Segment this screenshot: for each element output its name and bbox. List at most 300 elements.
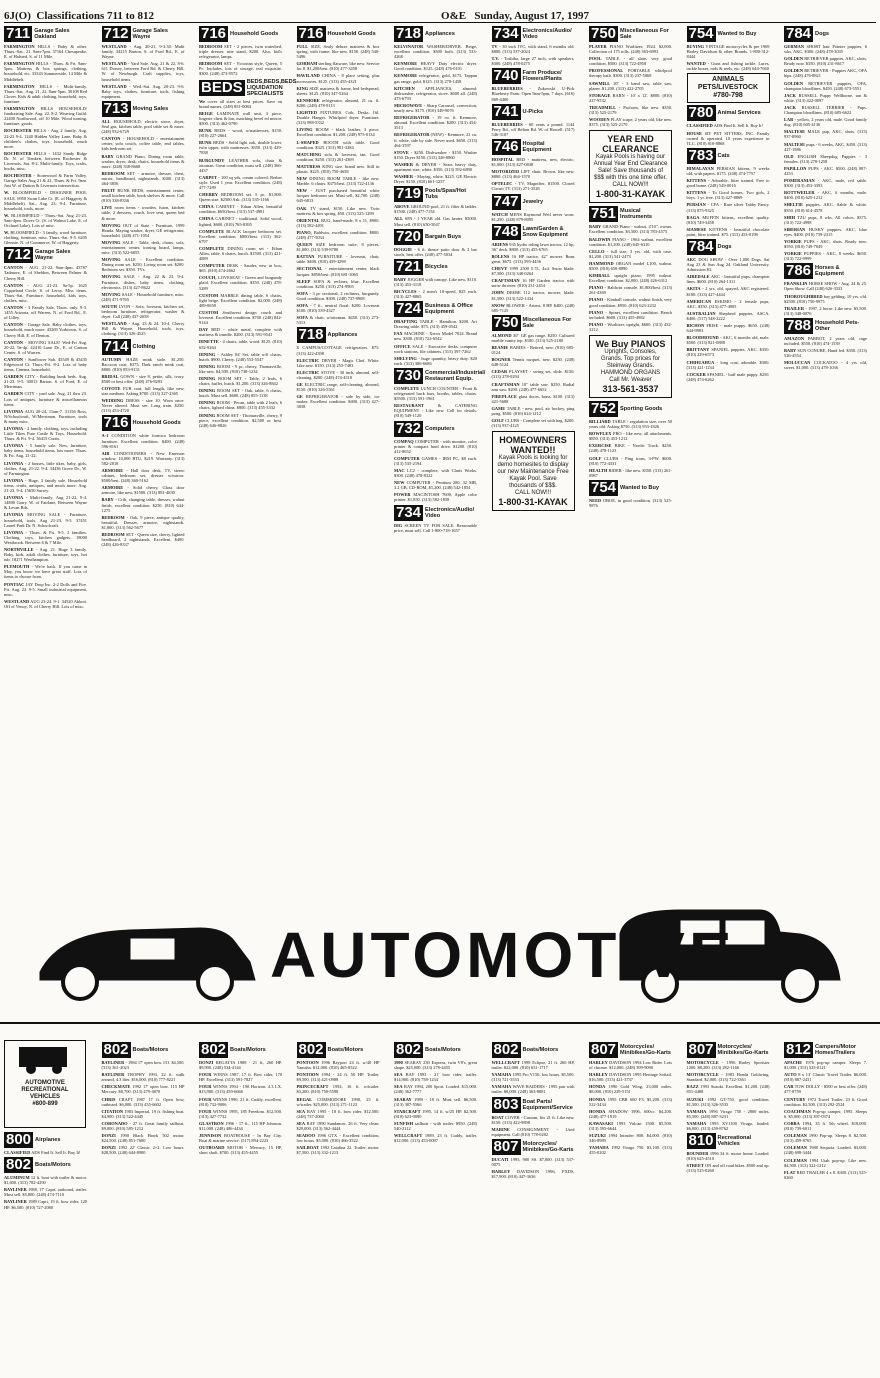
classified-ad: CLASSIFIED ADS Find It. Sell It. Buy It! — [4, 1150, 81, 1155]
classified-ad: WASHER & DRYER - Sears heavy duty, apartment size, white. $350. (313) 592-6890 — [394, 161, 477, 172]
section-title: Electronics/Audio/ Video — [425, 506, 475, 519]
classified-ad: FARMINGTON HILLS HOUSEHOLD/ fundraising Sale. Aug. 22, 8-2. Weaving Guild. 22400 Northwood, off 10 Mile. Wood turning, furniture, goods. — [4, 106, 87, 127]
classified-ad: BEDROOM SET - armoire, dresser, chest, mirror, headboard, nightstands. $300. (313) 464-3856 — [101, 170, 185, 186]
section-number: 807 — [493, 1137, 519, 1155]
classified-ad: POOL TABLE - all slate, very good condition. $500. (313) 722-4958 — [589, 56, 672, 67]
classified-ad: SAWMILL 10" - 3 band saw, table saw, planer. $1,200. (313) 422-2705 — [589, 80, 672, 91]
classified-ad: BABY GRAND Piano, Dining room table, washer, dryer, desk, chairs, household items & more. (248) 338-8668 — [101, 153, 185, 169]
section-title: Bargain Buys — [425, 233, 462, 240]
section-title: Moving Sales — [132, 105, 169, 112]
classified-ad: HAVILAND CHINA - 8 place setting, plus accessories. $125. (313) 455-4321 — [296, 73, 380, 84]
classified-column — [589, 1040, 672, 1374]
classified-ad: SHELTIE puppies. AKC. Sable & white. $350. (810) 614-4578 — [784, 202, 867, 213]
classified-ad: FRANKLIN HORSE SHOW - Aug. 24 & 25. Open Show. Call (248) 626-3333 — [784, 281, 867, 292]
classified-column — [687, 24, 770, 860]
classified-ad: COBRA 1994, 35 ft. 5th wheel. $18,000. (810) 739-6011 — [784, 1120, 867, 1132]
rv-icon — [15, 1041, 75, 1077]
classified-ad: REFRIGERATOR (NEW) - Kenmore, 21 cu. ft. white, side by side. Never used. $650. (313) 464-3597 — [394, 132, 477, 148]
section-title: Animal Services — [717, 110, 761, 117]
section-number: 802 — [6, 1156, 32, 1174]
classified-ad: WOODEN PLAY scape, 2 years old, like new. $375. (313) 525-2179 — [589, 117, 672, 128]
classified-ad: AKC DOG SHOW - Over 1,000 Dogs. Sat Aug 23 & Sun Aug 24. Oakland University. Admission $3. — [686, 256, 770, 273]
classified-ad: STARCRAFT 1995, 14 ft. w/25 HP. $2,500. (810) 623-0090 — [394, 1108, 477, 1119]
section-number: 752 — [591, 400, 617, 417]
classified-ad: REGAL COMMODORE 1990, 25 ft. w/trailer. $25,000. (313) 271-1123 — [296, 1096, 380, 1107]
classified-ad: HONDA 1990 Gold Wing, 23,000 miles. $8,000. (810) 229-5151 — [589, 1084, 672, 1095]
automotive-rv-logo: AUTOMOTIVE RECREATIONAL VEHICLES #800-899 — [4, 1040, 86, 1128]
classified-ad: COMPLETE BLACK lacquer bedroom set. Excellent condition. $800/best. (313) 362-6797 — [199, 228, 282, 244]
classified-ad: SEADOO 1996 GTX - Excellent condition, low hours. $5,000. (810) 466-3522 — [296, 1133, 380, 1144]
classified-ad: NORTHVILLE - Aug. 21. Huge 3 family. Baby, kids, adult clothes, furniture, toys, hot tub. 18271 Westhampton. — [4, 546, 87, 563]
classified-ad: DINING ROOM SET - Table, 2 leafs, 6 chairs, buffet, hutch. $1,200. (313) 326-8842 — [199, 375, 282, 387]
classified-ad: ALL HOUSEHOLD, electric stove, dryer, Seal gas, kitchen table, pool table set & more. (248) 932-6729 — [101, 118, 185, 135]
classified-ad: PIANO - Kimball console, walnut finish, very good condition. $950. (810) 623-2232 — [589, 297, 672, 308]
classified-ad: SIAMESE KITTENS - beautiful chocolate point, litter trained. $75. (313) 453-0198 — [686, 226, 770, 237]
classified-ad: JOHN DEERE 112 tractor, mower, blade. $1,500. (313) 522-1434 — [491, 290, 575, 301]
section-heading — [687, 239, 770, 255]
classified-ad: CITATION 1983 Imperial, 19 ft. fishing boat. $4,900. (313) 522-4445 — [101, 1108, 185, 1119]
classified-ad: GAME TABLE - new, pool, air hockey, ping pong. $500. (810) 624-1212 — [491, 405, 575, 417]
section-title: Motorcycles/ Minibikes/Go-Karts — [620, 1044, 672, 1056]
section-heading — [199, 26, 282, 42]
classified-ad: BLUEBERRIES - Zukowski U-Pick Blueberry Farm. Open 9am-5pm, 7 days. (616) 869-4400 — [491, 86, 575, 102]
classified-ad: W. BLOOMFIELD - DESIGNER POOL SALE. 6950 Swan Lake Ct. (E. of Haggerty & Middlebelt). Sat., Aug. 23, 9-4. Furniture, household, tools, more. — [4, 190, 87, 211]
section-number: 740 — [493, 67, 519, 85]
classified-ad: CHEVY 1999 2500 5.7L, 4x4. Snow blade. $7,500. (313) 348-0264 — [491, 266, 575, 277]
section-title: Household Goods — [132, 420, 181, 427]
section-heading — [492, 139, 575, 155]
section-heading — [297, 327, 380, 343]
section-number: 718 — [298, 326, 324, 344]
classified-ad: WESTLAND - Aug. 20-21, 9-3:30. Multi family. 34215 Barton, S. of Ford Rd., E. of Wayne. — [101, 44, 185, 60]
header-left: 6J(O) Classifications 711 to 812 — [4, 10, 155, 22]
classified-column — [784, 1040, 867, 1374]
section-title: Horses & Equipment — [815, 265, 844, 278]
classified-ad: EXERCISE BIKE - Nordic Track. $250. (248) 478-1123 — [589, 443, 672, 454]
classified-ad: YAMAHA WAVE RAIDERS - 1995 pair with trailer. $8,000. (248) 363-8881 — [491, 1084, 575, 1095]
display-ad-box: YEAR END CLEARANCE Kayak Pools is having our Annual Year End Clearance Sale! Save thousands of $$$ with this one time offer. CALL NOW!!! 1-800-31-KAYAK — [589, 130, 672, 203]
classified-ad: BEDROOM SET - Victorian style, Queen, 5 Pc. Includes, lots of storage, real exquisite. $300. (248) 473-9572 — [199, 61, 282, 77]
section-title: Boats/Motors — [35, 1162, 71, 1169]
classified-ad: WELLCRAFT 1989, 23 ft. Cuddy, trailer. $12,000. (313) 453-0097 — [394, 1133, 477, 1144]
classified-ad: ARMOIRE - Hall door desk, TV, stereo cabinet, bedroom set, dresser w/mirror. $500/best. (248) 360-5162 — [101, 468, 185, 484]
classified-ad: YORKIE PUPPIES - AKC, 8 weeks. $650. (313) 722-9999 — [784, 251, 867, 262]
section-heading — [297, 26, 380, 42]
classified-ad: ARIENS 935 hydro riding lawn tractor, 12 hp, 36" deck. $800. (313) 455-6765 — [491, 241, 575, 252]
section-heading — [492, 1139, 575, 1155]
section-number: 802 — [493, 1041, 519, 1058]
classified-ad: CANTON - AUG. 21-22, 9am-4pm. 43787 Tadmore, E. of Sheldon, Between Palmer & Cherry Hill. — [4, 265, 87, 281]
classified-ad: TREADMILL - Proform, like new. $350. (313) 525-2179 — [589, 104, 672, 116]
classified-ad: HAMMOND ORGAN model L100, walnut. $500. (810) 650-8890 — [589, 260, 672, 271]
section-title: Dogs — [717, 243, 732, 250]
classified-ad: HONDA 1995 CBR 600 F3. $5,200. (313) 522-3434 — [589, 1096, 672, 1107]
classified-ad: LIGHTED FIXTURES. Crib, Desks. Oil. Double Hanger. Whirlpool dryer. Furniture. (313) 988-5332 — [296, 110, 380, 126]
section-heading — [687, 105, 770, 121]
classified-ad: KAWASAKI 1993 Vulcan 1500. $5,500. (313) 595-6644 — [589, 1120, 672, 1132]
section-title: Garage Sales Wayne — [35, 249, 71, 262]
animals-pets-logo: ANIMALS PETS/LIVESTOCK #780-798 — [687, 73, 770, 103]
classified-ad: PONTOON 1994 - 24 ft. 50 HP. Trailer. $9,500. (313) 421-0988 — [296, 1072, 380, 1083]
section-title: Campers/Motor Homes/Trailers — [815, 1044, 857, 1056]
classified-ad: DONZI 1992 22' Classic 2+2. Low hours. $28,500. (248) 644-8900 — [101, 1145, 185, 1156]
classified-ad: AUTUMN HAZE mink stole. $1,250. Raccoon coat, $375. Dark ranch mink coat, $800. (810) 853-9131 — [101, 356, 185, 372]
classified-ad: BAYLINER - 1984 17' open bow. I/O. $4,500. (313) 361-2023 — [101, 1060, 185, 1071]
classified-ad: ROTTWEILER - AKC, 6 months, male. $400. (810) 625-1212 — [784, 190, 867, 201]
classified-ad: SECTIONAL - entertainment center, black lacquer. $850/best. (810) 681-3065 — [296, 266, 380, 277]
classified-ad: GOLF CLUBS - Ping irons, 3-PW. $600. (810) 772-4331 — [589, 455, 672, 466]
classified-ad: BLOODHOUND - AKC, 6 months old, male. $500. (313) 821-0888 — [686, 335, 770, 346]
section-number: 802 — [103, 1041, 129, 1058]
classified-ad: CANTON - AUG 21-23. 9a-5p. 1625 Coppeland Circle, S. of Leroy. Misc items. Thurs.-Sat. Furniture, household, kids toys, clothes, misc. — [4, 282, 87, 303]
classified-ad: BICYCLES - 2 men's 10-speed, $25 each. (313) 427-8865 — [394, 289, 477, 300]
classified-ad: BABY GRAND Piano - walnut, 4'10", owner. Excellent condition. $3,500. (313) 783-4575 — [589, 224, 672, 235]
classified-ad: AUTO 8 x 13' Classic Travel Trailer. $6,000. (810) 887-2431 — [784, 1072, 867, 1083]
classified-ad: FOUR WINNS 1994 - 190 Horizon. 4.3 LX. $13,900. (313) 459-6666 — [199, 1084, 282, 1095]
classified-ad: KENMORE refrigerator, almond, 21 cu. ft. $200. (248) 478-9113 — [296, 97, 380, 108]
section-title: Household Pets- Other — [815, 319, 860, 332]
classified-ad: LIVONIA - 2 family. clothing, toys, including Little Tikes Pure Castle & Toys. Household. Thurs. & Fri. 9-4. 36415 Curtis. — [4, 426, 87, 442]
classified-ad: DINING ROOM - Pecan, table with 2 leafs, 6 chairs, lighted china. $800. (313) 455-3332 — [199, 400, 282, 411]
classified-ad: DINING - Ashley 84' Set, table w/6 chairs, hutch. $900. Cherry. (248) 553-5547 — [199, 351, 282, 362]
classified-ad: A-1 CONDITION white formica bedroom furniture. Excellent condition. $400. (248) 596-8161 — [101, 433, 185, 449]
classified-ad: ALMOND 30" GE gas range, $250. Cultured marble vanity top. $100. (313) 525-2180 — [491, 332, 575, 343]
section-number: 721 — [396, 257, 422, 275]
section-title: Miscellaneous For Sale — [522, 316, 572, 329]
classified-ad: RESTAURANT & CATERING EQUIPMENT - Like new. Call for details. (810) 549-1120 — [394, 403, 477, 419]
section-heading — [589, 206, 672, 222]
section-title: Recreational Vehicles — [717, 1135, 752, 1148]
classified-ad: BUNK BEDS - wood, w/mattresses, $150. (810) 227-2664 — [199, 128, 282, 139]
classified-ad: BEIGE LAMINATE wall unit, 3 piece, lingerie chest & bar, matching bevel ed mirror. $500. (313) 462-0790 — [199, 110, 282, 126]
classified-ad: BEANIE BABIES - Retired, new. (810) 685-0124 — [491, 345, 575, 356]
classified-ad: SIBERIAN HUSKY puppies. AKC, blue eyes. $400. (810) 739-2315 — [784, 226, 867, 237]
classified-ad: FULL SIZE, Sealy deluxe mattress & box spring, with frame, like new. $150. (248) 540-5496 — [296, 44, 380, 60]
classified-ad: CRAFTSMAN 16 HP Garden tractor with snow thrower. (810) 231-2454 — [491, 278, 575, 289]
section-heading — [394, 366, 486, 384]
classified-ad: YORKIE PUPS - AKC, shots. Ready now. $550. (810) 749-7049 — [784, 239, 867, 250]
classified-ad: FIREPLACE glass doors, brass. $100. (313) 421-5688 — [491, 393, 575, 404]
section-title: Electronics/Audio/ Video — [522, 28, 572, 40]
classified-column — [297, 1040, 380, 1374]
classified-ad: REFRIGERATOR - 19 cu. ft. Kenmore, almond. Excellent condition. $200. (313) 454-3513 — [394, 115, 477, 131]
classified-ad: AMAZON PARROT, 2 years old, cage included. $550. (810) 474-1539 — [784, 335, 867, 347]
section-number: 784 — [786, 25, 812, 42]
classified-ad: PAPILLON PUPS - AKC. $500. (248) 887-4253 — [784, 165, 867, 176]
classified-ad: BICHON FRISE - male puppy. $650. (248) 644-9983 — [686, 323, 770, 334]
section-heading — [4, 1132, 87, 1148]
section-heading — [492, 224, 575, 240]
section-title: Boat Parts/ Equipment/Service — [522, 1098, 573, 1111]
classified-ad: BAYLINER 1988, 17' Capri, outboard, trailer. Must sell. $5,800. (248) 474-7110 — [4, 1187, 87, 1198]
classified-ad: NEW DINING ROOM TABLE - like new. Marble. 6 chairs. $375/best. (313) 722-4136 — [296, 176, 380, 187]
classified-ad: KITTENS - Adorable, litter trained. Free to good home. (248) 549-0016 — [686, 178, 770, 189]
classified-ad: DONZI REGATTA 1988 - 21 ft., 260 HP. $9,900. (248) 534-4144 — [199, 1060, 282, 1071]
classified-ad: ELECTRIC DRYER - Magic Chef, White. Like new. $150. (313) 255-7483 — [296, 357, 380, 368]
section-heading — [589, 1042, 672, 1058]
section-title: Clothing — [132, 343, 156, 350]
classified-ad: OFFICE SALE - Executive desks, computer work stations, file cabinets. (313) 397-7262 — [394, 343, 477, 354]
classified-ad: LAB - yellow, 2 years old, male. Good family dog. (810) 605-4136 — [784, 117, 867, 128]
classified-ad: DOGGIE - 6 ft. theme patio door & 2 bar stools, best offer. (248) 477-5034 — [394, 246, 477, 257]
classified-ad: COMPUTER GAMES - IBM PC, $8 each. (313) 535-2194 — [394, 455, 477, 466]
section-title: Garage Sales Oakland — [34, 28, 70, 40]
section-number: 784 — [688, 237, 714, 255]
classified-column — [784, 24, 867, 860]
classified-ad: HEALTH RIDER - like new. $350. (313) 261-0987 — [589, 467, 672, 478]
classified-ad: WESTLAND - Yard Sale. Aug. 21 & 22, 8-6. 611 Dorsey, between Ford Rd. & Cherry Hill, W. of Newburgh. Craft supplies, toys, household items. — [101, 61, 185, 82]
classified-ad: FARMINGTON HILLS - Multi-family. Thurs.-Sat., Aug. 21, 22. 8am-5pm. 30108 Red Clover. Kids & adult clothing, household, toys, furniture. — [4, 83, 87, 104]
classified-ad: LIVONIA MOVING SALE - Furniture, household, tools. Aug 21-23, 9-5. 37451 Laurel Park Dr. N. Schoolcraft. — [4, 512, 87, 528]
section-title: Household Goods — [327, 31, 376, 37]
classified-ad: MALTESE pups - 6 weeks, AKC. $450. (313) 427-1986 — [784, 141, 867, 152]
classified-ad: LIVONIA - Huge, 3 family sale. Household items, crafts, antiques, and much more. Aug. 21-23. 9-4. 15650 Surrey. — [4, 477, 87, 494]
classified-column — [4, 24, 87, 860]
classified-ad: BAYLINER TROPHY 1993, 22 ft. walk around, 4.3 liter. $16,000. (810) 777-8221 — [101, 1072, 185, 1083]
classified-ad: LIVONIA - 5 family sale. New, furniture, baby items, household items, lots more. Thurs. & Fri. Aug. 21-22. — [4, 443, 87, 459]
classified-ad: PLYMOUTH - We're back. If you came in May, you know we have great stuff. Lots of items to choose from. — [4, 564, 87, 580]
section-number: 754 — [591, 478, 617, 496]
classified-ad: CHERRY BEDROOM set. 5 pc. $1,800. Queen size. $2500 Ask. (313) 535-1166 — [199, 192, 282, 203]
classified-ad: ROCHESTER HILLS - 1432 Sandy Ridge Dr. N. of Tienken, between Rochester & Livernois. Sat. 8-2. Multi-family. Toys, crafts, books, misc. — [4, 150, 87, 172]
classified-ad: MOTORIZED LIFT chair. Brown, like new. $800. (313) 464-1570 — [491, 169, 575, 180]
section-divider — [0, 1022, 880, 1024]
classified-ad: SAILBOAT 1992 Catalina 22. Trailer, motor. $7,500. (313) 332-1213 — [296, 1145, 380, 1156]
classified-ad: BILLIARD TABLE - regulation size, over 50 years old. Asking $750. (313) 953-1826 — [589, 419, 672, 430]
section-heading — [687, 26, 770, 42]
classified-ad: PONTOON 1996 Bayport 24 ft. w/40 HP Yamaha. $12,000. (810) 465-0522 — [296, 1060, 380, 1071]
section-heading — [492, 104, 575, 120]
classified-ad: YAMAHA 1992 Virago 750. $3,100. (313) 455-0202 — [589, 1145, 672, 1156]
classified-ad: DIG SCREEN TV FOR SALE. Reasonable price, must sell. Call 1-800-718-1657 — [394, 522, 477, 533]
classified-ad: WEDDING DRESS - size 10. Worn once. Never altered. Must see. Long train. $250. (313) 453-4720 — [101, 398, 185, 414]
classified-ad: GE REFRIGERATOR - side by side, ice maker. Excellent condition. $400. (313) 427-3838 — [296, 394, 380, 410]
section-title: Commercial/Industrial/ Restaurant Equip. — [425, 369, 486, 382]
classified-ad: BABY SUN CONURE, Hand fed. $350. (313) 526-4554 — [784, 348, 867, 359]
classified-ad: OLD ENGLISH Sheepdog Puppies - 3 females. (313) 278-1258 — [784, 153, 867, 164]
section-heading — [784, 318, 867, 334]
classified-ad: HONDA SHADOW 1996, 600cc. $4,200. (248) 477-1919 — [589, 1108, 672, 1119]
classified-ad: SEA RAY 1994, 200 Sport. Loaded. $15,000. (248) 362-7777 — [394, 1084, 477, 1095]
section-title: Boats/Motors — [230, 1047, 266, 1053]
classified-ad: BUNK BEDS - Solid light oak, double lower, twin upper, with mattresses. $350. (313) 429-7838 — [199, 140, 282, 156]
section-number: 812 — [786, 1041, 812, 1058]
classified-ad: RATTAN FURNITURE - loveseat, chair, table. $400. (810) 459-3298 — [296, 254, 380, 265]
classified-ad: SHELVING - huge quantity, heavy duty. $20 each. (313) 386-6686 — [394, 355, 477, 366]
section-number: 802 — [396, 1041, 422, 1058]
section-heading — [4, 247, 87, 263]
section-number: BEDS — [201, 78, 243, 96]
classified-column — [492, 1040, 575, 1374]
classified-ad: BOWFLEX PRO - like new, all attachments. $850. (313) 453-1212 — [589, 431, 672, 442]
classified-ad: JACK RUSSELL Puppy Wellborne, tan & white. (313) 422-0097 — [784, 92, 867, 103]
classified-ad: ORIENTAL RUG, hand-made, 8 x 11, $900. (313) 582-4491 — [296, 217, 380, 228]
section-number: 748 — [493, 222, 519, 240]
classified-ad: MOTORCYCLE - 1996 Harley Sportster 1200. $8,200. (313) 282-1166 — [686, 1060, 770, 1071]
classified-ad: CHRIS CRAFT 1987 17 ft. Open bow, outboard. $6,000. (313) 455-6602 — [101, 1096, 185, 1107]
classified-ad: DINING ROOM - 9 pc, cherry, Thomasville, like new. $4,500. (810) 738-1234 — [199, 363, 282, 374]
classified-ad: FARMINGTON HILLS - Baby & other. Thurs.-Sat., 21. 9am-7pm. 37164 Chesapeake, E. of Halsted, S. of 11 Mile. — [4, 44, 87, 60]
classified-ad: WESTLAND - Wed.-Sat. Aug. 20-23. 9-6. Baby toys, clothes, furniture, tools, fishing equipment. — [101, 83, 185, 99]
section-number: 807 — [688, 1041, 714, 1058]
classified-column — [394, 24, 486, 860]
classified-ad: KENMORE refrigerator, gold, $175. Tappan gas range, gold, $125. (313) 278-1458 — [394, 73, 477, 84]
section-title: Computers — [425, 425, 455, 432]
classified-ad: MALTESE MALE pup, AKC, shots. (313) 937-8960 — [784, 129, 867, 140]
classified-ad: CEDAR PLAYSET - swing set, slide. $150. (313) 278-0294 — [491, 369, 575, 380]
classified-ad: MATTRESS KING size. brand new. Still in plastic. $225. (810) 750-4658 — [296, 163, 380, 174]
classified-column — [102, 24, 185, 860]
classified-ad: MOLUCCAN COCKATOO - 4 yrs old, sweet. $1,000. (313) 478-1036 — [784, 360, 867, 371]
classified-ad: DINING ROOM SET - Thomasville, cherry, 9 piece, excellent condition. $2,500 or best. (248) 646-8826 — [199, 412, 282, 428]
classified-ad: CELLO - full size, 3 yrs. old, with case. $1,200. (313) 541-2473 — [589, 248, 672, 259]
classified-ad: PONTIAC JAY Drop Inc. 2-2 Dolls and Fire. Fri. Aug. 22. 9-5. Small industrial equipment, misc. — [4, 581, 87, 597]
classified-ad: HOUSE SIT PET SITTERS, INC. Family owned & operated. 10 years experience in TLC. (810) 810-8868 — [686, 130, 770, 146]
classified-ad: MARINE CONSIGNMENT - Used equipment. Call (810) 778-0202 — [491, 1126, 575, 1137]
classified-ad: BOUNDER 1996 34 ft. motor home. Loaded. (810) 625-4510 — [686, 1151, 770, 1162]
classified-ad: SHIH TZU pups, 8 wks. All colors. $375. (313) 722-4998 — [784, 214, 867, 225]
section-heading — [394, 26, 477, 42]
section-title: Dogs — [815, 31, 830, 37]
classified-ad: KENMORE HEAVY Duty electric dryer. Good condition. $125. (248) 476-0101 — [394, 61, 477, 72]
classified-ad: T.V. - Toshiba, large 27 inch, with speakers. $300. (248) 478-0275 — [491, 56, 575, 67]
classified-ad: FOUR WINNS 1990, 21 ft. Cuddy, excellent. (810) 732-9006 — [199, 1096, 282, 1107]
classified-ad: SEA RAY 1995 - 18 ft. bow rider. $12,500. (248) 737-2060 — [296, 1108, 380, 1119]
classified-ad: NEED OBOE, in good condition. (313) 525-9876 — [589, 497, 672, 509]
section-number: 716 — [103, 414, 129, 432]
section-title: Miscellaneous For Sale — [620, 28, 669, 40]
section-number: 712 — [103, 25, 129, 42]
section-title: Boats/Motors — [522, 1047, 559, 1053]
section-heading — [784, 26, 867, 42]
classified-ad: HARLEY DAVIDSON 1994 Low Rider. Lots of chrome. $12,000. (248) 399-9090 — [589, 1060, 672, 1071]
classified-ad: L-SHAPED BOOTH with table. Good condition. $325. (313) 981-3284 — [296, 139, 380, 150]
classified-column — [394, 1040, 477, 1374]
classified-ad: PIANO - Spinet, excellent condition. Bench included. $600. (313) 455-4982 — [589, 309, 672, 320]
classified-ad: RAZZ 1993 Suzuki. Excellent. $1,200. (248) 851-4488 — [686, 1084, 770, 1095]
classified-ad: W. BLOOMFIELD - Thurs.-Sat. Aug 21-23. 9am-4pm. Dover Ct. (S. of Walnut Lake, E. of Orchard Lake). Lots of misc. — [4, 212, 87, 228]
section-number: 751 — [591, 205, 617, 223]
classified-ad: CHIHUAHUA - long coat, adorable. $300. (313) 421-1234 — [686, 359, 770, 370]
classified-ad: MOVING OUT of State - Furniture, 1999 Honda. Maytag washer, dryer, GE refrigerator, household. (248) 471-1054 — [101, 222, 185, 238]
section-number: 734 — [396, 503, 422, 521]
classified-ad: PRINCECRAFT 1994, 16 ft. w/trailer. $3,200. (810) 750-5598 — [296, 1084, 380, 1095]
classified-ad: ARMOIRE - Solid cherry, Glass door armoire, like new, $1500. (313) 881-4830 — [101, 485, 185, 496]
classified-column — [589, 24, 672, 860]
classified-ad: MATCHING sofa & loveseat, tan. Good condition. $250. (313) 261-4369 — [296, 151, 380, 162]
section-heading — [784, 1042, 867, 1058]
classified-ad: CANTON - HOUSEHOLD - entertainment center, sofa couch, coffee table, end tables, kids bedroom set. — [101, 136, 185, 152]
classified-ad: BUYING VINTAGE motorcycles & pre 1969 Harley Davidson & other Brands. 1-800-312-8444 — [686, 44, 770, 60]
classified-ad: AMERICAN ESKIMO - 2 female pups, AKC. $350. (313) 477-4905 — [686, 298, 770, 309]
classified-ad: QUEEN SIZE bedroom suite, 8 pieces, $1,000. (313) 539-8780 — [296, 242, 380, 253]
section-heading — [687, 1042, 770, 1058]
classified-ad: GOLDEN RETRIEVER - Puppies AKC, OFA hips. (248) 476-8821 — [784, 68, 867, 79]
classified-ad: 1990 SEARAY 230 Express, twin V8's, great shape. $25,000. (313) 278-4455 — [394, 1060, 477, 1071]
section-number: 730 — [396, 366, 422, 384]
section-title: Wanted to Buy — [620, 484, 659, 491]
section-number: 732 — [396, 419, 422, 437]
section-title: BEDS,BEDS,BEDS LIQUIDATION SPECIALISTS — [246, 78, 297, 97]
classified-ad: PIANO - Baldwin console. $1,800/best. (313) 261-4369 — [589, 285, 672, 296]
classified-ad: DAY BED - white metal, complete with mattress & trundle. $200. (313) 591-9541 — [199, 327, 282, 338]
section-number: 711 — [6, 25, 31, 42]
section-heading — [687, 148, 770, 164]
classified-ad: MICROWAVE - Sharp Carousel, convection, nearly new. $175. (810) 349-9076 — [394, 102, 477, 114]
classified-ad: STREET ON and off road bikes. $500 and up. (313) 525-0260 — [686, 1163, 770, 1174]
section-number: 747 — [493, 192, 519, 210]
section-number: 718 — [396, 25, 422, 42]
classified-column — [102, 1040, 185, 1374]
classified-ad: W. BLOOMFIELD - 3 family, wood furniture, clothing, furniture, misc. Thurs.-Sat. 9-5. 6205 Glennie. N. of Commerce, W. of Haggerty. — [4, 230, 87, 246]
section-heading — [102, 1042, 185, 1058]
classified-column — [4, 1130, 87, 1374]
classified-ad: JENNISON BOATHOUSE - In Bay City. Boat & marine service. (517) 894-2223 — [199, 1133, 282, 1144]
classified-ad: SUZUKI 1992 GT-750, good condition. $1,500. (313) 326-3535 — [686, 1096, 770, 1107]
classified-ad: KIMBALL upright piano, 1995 walnut. Excellent condition. $2,000. (248) 426-6312 — [589, 273, 672, 284]
section-title: Appliances — [327, 332, 358, 339]
section-heading — [394, 229, 477, 245]
section-title: Musical Instruments — [620, 208, 653, 221]
classified-ad: TRAILER - 1997, 2 horse. Like new. $5,500. (313) 348-0076 — [784, 305, 867, 316]
classified-ad: FLAT BED TRAILER 4 x 8. $300. (313) 525-0260 — [784, 1169, 867, 1180]
classified-ad: GOLF CLUBS - Complete set with bag. $200. (313) 937-4125 — [491, 418, 575, 429]
classified-ad: CRAFTSMAN 10" table saw. $250. Radial arm saw. $200. (248) 477-6652 — [491, 381, 575, 392]
classified-ad: GOLDEN RETRIEVER puppies, OFA, champion bloodlines. $450. (248) 673-5551 — [784, 80, 867, 91]
classified-ad: OUTBOARD MOTOR - Mercury, 15 HP, short shaft. $700. (313) 455-4455 — [199, 1145, 282, 1156]
classified-ad: DINING ROOM SET - Oak, table, 6 chairs, hutch. Must sell. $600. (248) 855-1138 — [199, 388, 282, 399]
classified-ad: CHECKMATE 1992 17' open bow. 115 HP Mercury. $8,700. (313) 479-4870 — [101, 1084, 185, 1095]
classified-ad: BEDROOM SET - Queen size, cherry, lighted headboard, 2 nightstands. Excellent. $400. (248) 426-8337 — [101, 532, 185, 548]
vintage-car-left-icon — [40, 928, 255, 999]
classified-ad: LIVONIA - Thurs. & Fri. 9-5. 2 families. Clothing, toys, kitchen gadgets. 18000 Westbrook. Between 6 & 7 Mile. — [4, 529, 87, 545]
classified-ad: LIVONIA AUG 20-24, 11am-7. 31156 Ross, N/Schoolcraft, W/Merriman. Furniture, tools & many misc. — [4, 408, 87, 424]
classified-ad: BOLENS 16 HP tractor, 42" mower. Runs great. $675. (313) 595-4456 — [491, 253, 575, 264]
classified-ad: JACK RUSSELL TERRIER - Pups. Champion bloodlines. (810) 685-6622 — [784, 104, 867, 116]
header-center: O&E Sunday, August 17, 1997 — [441, 10, 589, 22]
section-heading — [687, 1133, 770, 1149]
classified-ad: BRIDAL GOWN - size 8, petite, silk, ivory. $500 or best offer. (248) 476-8283 — [101, 373, 185, 384]
classified-ad: CAR TOW DOLLY - $500 or best offer. (248) 477-8759 — [784, 1084, 867, 1095]
classified-ad: POWER MACINTOSH 7600, Apple color printer. $1,850. (313) 582-1858 — [394, 492, 477, 503]
classified-ad: ALUMINUM 12 ft. boat with trailer & motor. $1,600. (313) 782-4290 — [4, 1175, 87, 1186]
classified-ad: MOVING SALE - Aug. 22 & 23. 9-4. Furniture, dishes, baby items, clothing, electronics. (313) 427-8622 — [101, 274, 185, 290]
classified-ad: CLASSIFIED ADS Find It. Sell It. Buy It! — [686, 123, 763, 129]
classified-ad: SNOW BLOWER - Ariens, 8 HP. $400. (248) 685-7125 — [491, 302, 575, 313]
classified-ad: TV - 30 inch JVC, with stand, 6 months old. $800. (313) 537-2024 — [491, 44, 575, 55]
classified-ad: AIR CONDITIONERS - New Emerson window, 10,000 BTU, $219. Warranty. (313) 582-2818 — [101, 450, 185, 466]
classified-ad: MOVING SALE - Table, desk, chairs, sofa, entertainment center, ironing board, lamps, misc. (313) 522-6855 — [101, 239, 185, 256]
section-number: 734 — [493, 25, 519, 42]
classified-ad: GORHAM sterling flatware, like new. Service for 8. $1,200/best. (810) 477-3458 — [296, 61, 380, 72]
classified-ad: DUCATI 1995, 900 SS. $7,000. (313) 537-0075 — [491, 1156, 575, 1168]
section-title: Pools/Spas/Hot Tubs — [425, 188, 467, 201]
section-heading — [102, 339, 185, 355]
classified-ad: AIREDALE AKC - beautiful pups, champion lines. $600. (810) 264-1311 — [686, 274, 770, 285]
section-heading — [394, 301, 477, 317]
classified-ad: CHINA CABINET - traditional. Solid wood, lighted, $600. (810) 765-8395 — [199, 216, 282, 227]
classified-ad: PERSIAN - CFA - Rare silver Tabby Fancy. (313) 875-9325 — [686, 202, 770, 213]
classified-ad: CANTON - Garage Sale. Baby clothes, toys, household, much more. 43269 Yorktown, S. of Cherry Hill, E. of Denton. — [4, 322, 87, 338]
classified-ad: SOFA & chair, w/ottoman. $450. (313) 273-5313 — [296, 315, 380, 326]
classified-ad: COCKER SPANIEL - buff male puppy. $250. (248) 474-6262 — [686, 371, 770, 382]
section-title: Wanted to Buy — [717, 31, 757, 37]
section-number: 786 — [786, 262, 812, 280]
section-title: Household Goods — [230, 31, 279, 37]
section-title: Motorcycles/ Minibikes/Go-Karts — [522, 1140, 574, 1153]
classified-ad: DRAFTING TABLE - Hamilton. $200. Art Drawing table. $75. (313) 459-0542 — [394, 319, 477, 330]
section-number: 783 — [688, 146, 714, 164]
